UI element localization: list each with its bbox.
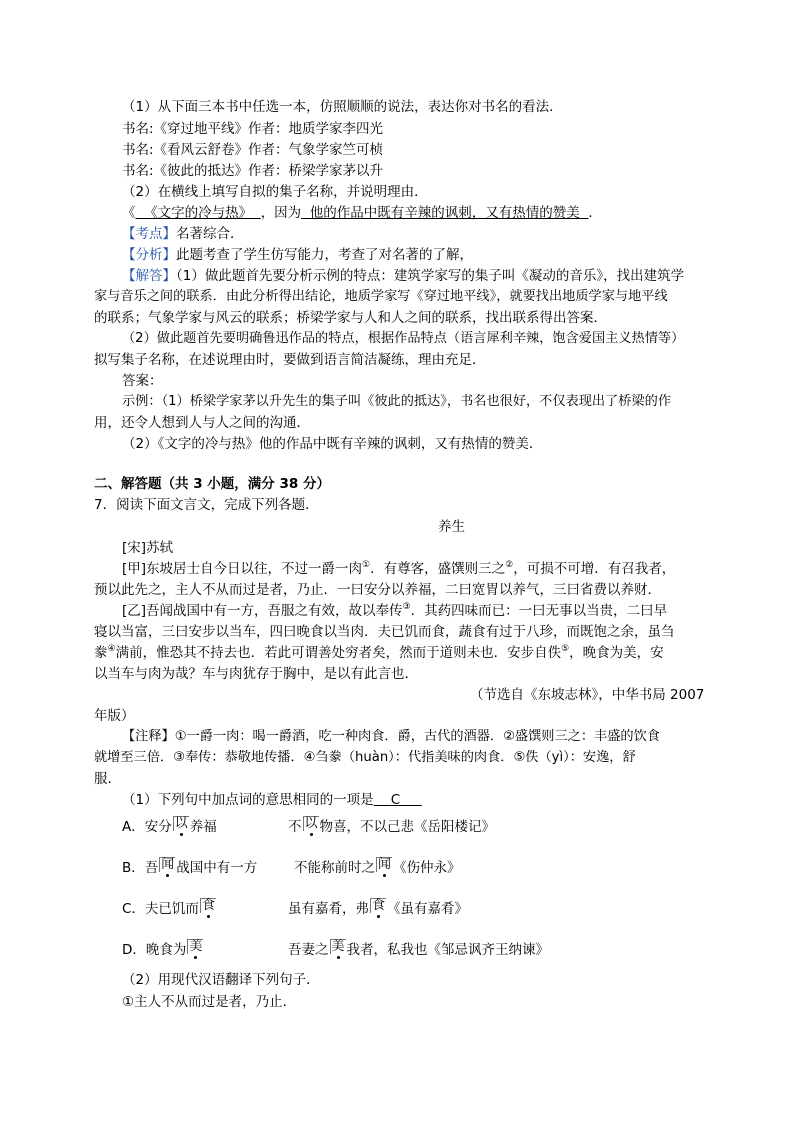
fenxi-line	[122, 246, 473, 264]
option-d-label: D．	[122, 942, 146, 958]
book-line-3: 书名:《彼此的抵达》作者：桥梁学家茅以升	[122, 163, 384, 179]
book-line-2: 书名:《看风云舒卷》作者：气象学家竺可桢	[122, 142, 384, 158]
option-d[interactable]	[122, 941, 204, 959]
jieda-line-5: 拟写集子名称，在述说理由时，要做到语言简洁凝练，理由充足．	[94, 352, 486, 368]
option-a-right-pre: 不	[288, 819, 302, 835]
option-a-left-word: 以	[174, 816, 188, 831]
option-d-right	[288, 941, 549, 959]
note-ref-5: ⑤	[561, 644, 570, 654]
source-line-2: 年版）	[94, 708, 135, 724]
option-b-right-pre: 不能称前时之	[294, 860, 375, 876]
option-c[interactable]	[122, 900, 217, 918]
daan-line-1: 示例：（1）桥梁学家茅以升先生的集子叫《彼此的抵达》，书名也很好，不仅表现出了桥梁的作	[122, 394, 672, 409]
jia-line-2: 预以此先之，主人不从而过是者，乃止．一曰安分以养福，二曰宽胃以养气，三曰省费以养财．	[94, 582, 661, 598]
answer-line	[122, 204, 602, 222]
yi-text-2: ．其药四味而已：一曰无事以当贵，二曰早	[410, 603, 668, 619]
question-7-2: （2）用现代汉语翻译下列句子．	[122, 972, 320, 988]
yi-tag: [乙]	[122, 603, 147, 619]
poem-title: 养生	[438, 519, 465, 535]
notes-line-2: 就增至三倍．③奉传：恭敬地传播．④刍豢（huàn）：代指美味的肉食．⑤佚（yì）：安逸，舒	[94, 750, 636, 765]
jieda-line-4: （2）做此题首先要明确鲁迅作品的特点，根据作品特点（语言犀利辛辣，饱含爱国主义热情等）	[122, 331, 685, 346]
question-7: 7．阅读下面文言文，完成下列各题．	[94, 497, 319, 513]
question-7-1-answer: C	[390, 792, 401, 808]
option-a-right-post: 物喜，不以己悲《岳阳楼记》	[319, 819, 496, 835]
option-c-left-word: 食	[201, 898, 215, 913]
note-ref-2: ②	[505, 560, 514, 570]
option-d-right-pre: 吾妻之	[288, 942, 329, 958]
jieda-text-1: （1）做此题首先要分析示例的特点：建筑学家写的集子叫《凝动的音乐》，找出建筑学	[176, 268, 685, 284]
q2-intro: （2）在横线上填写自拟的集子名称，并说明理由．	[122, 184, 428, 200]
option-a-right-word: 以	[304, 816, 318, 831]
jieda-line-1	[122, 267, 684, 285]
daan-label: 答案：	[122, 373, 163, 389]
option-a-left-post: 养福	[189, 819, 217, 835]
poem-author: [宋]苏轼	[122, 540, 174, 556]
yi-text-1: 吾闻战国中有一方，吾服之有效，故以奉传	[146, 603, 403, 619]
option-b-left-word: 闻	[161, 857, 175, 872]
question-7-2-1: ①主人不从而过是者，乃止．	[122, 994, 297, 1010]
answer-prefix: 《	[122, 205, 136, 221]
option-b-left-pre: 吾	[144, 860, 159, 876]
note-ref-3: ③	[402, 602, 411, 612]
answer-title: 《文字的冷与热》	[144, 205, 253, 221]
option-c-right-post: 《虽有嘉肴》	[387, 901, 469, 917]
option-b[interactable]	[122, 859, 257, 877]
note-ref-1: ①	[362, 560, 371, 570]
jia-text-2: ．有尊客，盛馔则三之	[370, 561, 506, 577]
jia-line-1	[122, 560, 675, 578]
book-line-1: 书名:《穿过地平线》作者：地质学家李四光	[122, 121, 384, 137]
yi-line-3	[94, 644, 664, 662]
question-7-1-text: （1）下列句中加点词的意思相同的一项是	[122, 792, 374, 808]
jia-text-1: 东坡居士自今日以往，不过一爵一肉	[146, 561, 363, 577]
option-b-label: B．	[122, 860, 145, 876]
kaodian-line	[122, 225, 244, 243]
jia-text-3: ，可损不可增．有召我者，	[513, 561, 676, 577]
answer-mid: ，因为	[260, 205, 302, 221]
yi-text-3c: ，晚食为美，安	[569, 645, 664, 661]
option-d-right-word: 美	[331, 939, 345, 954]
option-a[interactable]	[122, 818, 217, 836]
question-7-1	[122, 791, 422, 809]
note-ref-4: ④	[107, 644, 116, 654]
option-b-right-word: 闻	[378, 857, 392, 872]
kaodian-tag: 【考点】	[122, 226, 176, 242]
jieda-tag: 【解答】	[122, 268, 176, 284]
option-a-right	[288, 818, 495, 836]
option-d-left-word: 美	[189, 939, 203, 954]
yi-line-2: 寝以当富，三曰安步以当车，四曰晚食以当肉．夫已饥而食，蔬食有过于八珍，而既饱之余，虽刍	[94, 624, 675, 640]
notes-line-3: 服．	[94, 771, 121, 787]
option-d-right-post: 我者，私我也《邹忌讽齐王纳谏》	[346, 942, 550, 958]
fenxi-text: 此题考查了学生仿写能力，考查了对名著的了解，	[176, 247, 473, 263]
answer-reason: 他的作品中既有辛辣的讽刺，又有热情的赞美	[309, 205, 580, 221]
daan-line-2: 用，还令人想到人与人之间的沟通．	[94, 415, 310, 431]
q1-intro: （1）从下面三本书中任选一本，仿照顺顺的说法，表达你对书名的看法．	[122, 99, 563, 115]
jia-tag: [甲]	[122, 561, 147, 577]
option-c-right-pre: 虽有嘉肴，弗	[288, 901, 369, 917]
option-d-left-pre: 晚食为	[145, 942, 187, 958]
option-b-right-post: 《伤仲永》	[393, 860, 461, 876]
option-c-label: C．	[122, 901, 145, 917]
option-b-left-post: 战国中有一方	[176, 860, 258, 876]
answer-end: ．	[588, 205, 602, 221]
option-c-left-pre: 夫已饥而	[144, 901, 199, 917]
option-c-right-word: 食	[372, 898, 386, 913]
notes-line-1: 【注释】①一爵一肉：喝一爵酒，吃一种肉食．爵，古代的酒器．②盛馔则三之：丰盛的饮食	[122, 729, 660, 744]
option-c-right	[288, 900, 468, 918]
option-a-label: A．	[122, 819, 145, 835]
yi-text-3a: 豢	[94, 645, 108, 661]
jieda-line-2: 家与音乐之间的联系．由此分析得出结论，地质学家写《穿过地平线》，就要找出地质学家与地平线	[94, 289, 668, 304]
source-line-1: （节选自《东坡志林》，中华书局 2007	[470, 687, 705, 703]
option-b-right	[294, 859, 461, 877]
daan-line-3: （2）《文字的冷与热》他的作品中既有辛辣的讽刺，又有热情的赞美．	[122, 436, 543, 452]
kaodian-text: 名著综合．	[176, 226, 244, 242]
yi-line-4: 以当车与肉为哉？车与肉犹存于胸中，是以有此言也．	[94, 666, 418, 682]
section-heading: 二、解答题（共 3 小题，满分 38 分）	[94, 476, 330, 492]
jieda-line-3: 的联系；气象学家与风云的联系；桥梁学家与人和人之间的联系，找出联系得出答案．	[94, 310, 607, 326]
fenxi-tag: 【分析】	[122, 247, 176, 263]
yi-text-3b: 满前，惟恐其不持去也．若此可谓善处穷者矣，然而于道则未也．安步自佚	[115, 645, 562, 661]
option-a-left-pre: 安分	[144, 819, 172, 835]
yi-line-1	[122, 602, 667, 620]
